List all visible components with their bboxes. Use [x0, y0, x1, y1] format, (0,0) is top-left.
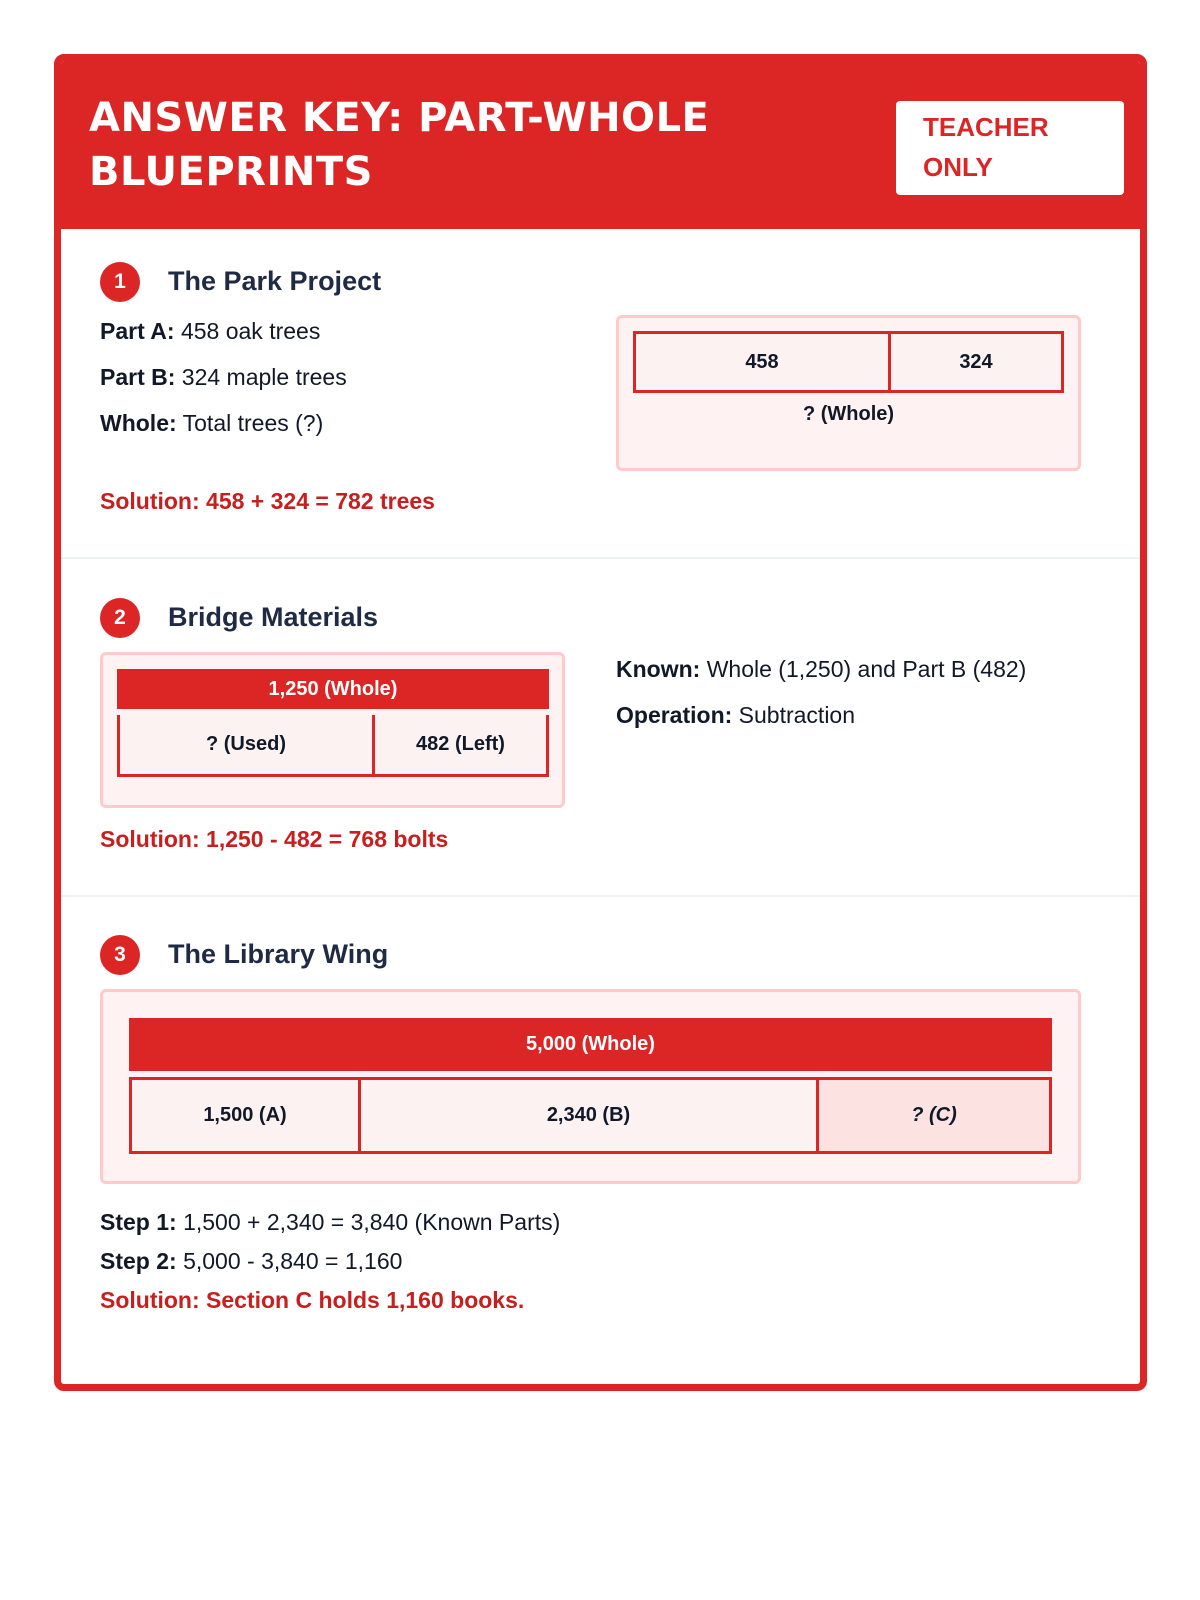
problem-number-badge: 3: [100, 935, 140, 975]
line-text: Whole (1,250) and Part B (482): [700, 656, 1027, 682]
operation-line: [616, 699, 855, 731]
problem-title: The Park Project: [168, 266, 382, 296]
line-label: Known:: [616, 656, 701, 682]
bar-part-c-unknown: ? (C): [816, 1077, 1052, 1154]
known-line: [616, 653, 1026, 685]
part-a-line: [100, 315, 320, 347]
step-1-line: [100, 1206, 560, 1238]
title-line-1: ANSWER KEY: PART-WHOLE: [89, 95, 710, 141]
step-2-line: [100, 1245, 402, 1277]
part-b-line: [100, 361, 347, 393]
solution-text: Solution: 458 + 324 = 782 trees: [100, 488, 435, 514]
problem-1-section: [61, 229, 1140, 557]
line-label: Step 2:: [100, 1248, 177, 1274]
bar-model-panel: [100, 652, 565, 808]
line-label: Part A:: [100, 318, 175, 344]
teacher-only-badge: [896, 101, 1124, 195]
line-text: 458 oak trees: [174, 318, 321, 344]
bar-part-a: 458: [633, 331, 891, 393]
bar-part-left: 482 (Left): [372, 715, 549, 777]
bar-part-used: ? (Used): [117, 715, 375, 777]
header-banner: [61, 61, 1140, 229]
bar-model-panel: [616, 315, 1081, 471]
bar-part-b: 2,340 (B): [358, 1077, 819, 1154]
problem-3-section: [61, 897, 1140, 1377]
title-line-2: BLUEPRINTS: [89, 149, 373, 195]
problem-title: Bridge Materials: [168, 602, 379, 632]
line-text: Subtraction: [732, 702, 856, 728]
problem-number-badge: 2: [100, 598, 140, 638]
badge-line-1: TEACHER: [923, 112, 1049, 142]
answer-key-card: [54, 54, 1147, 1391]
line-text: 324 maple trees: [175, 364, 347, 390]
problem-number-badge: 1: [100, 262, 140, 302]
line-text: 1,500 + 2,340 = 3,840 (Known Parts): [176, 1209, 561, 1235]
bar-whole: 1,250 (Whole): [117, 669, 549, 709]
line-text: Total trees (?): [176, 410, 324, 436]
line-text: 5,000 - 3,840 = 1,160: [176, 1248, 403, 1274]
page-title: [89, 91, 789, 199]
line-label: Part B:: [100, 364, 176, 390]
bar-part-b: 324: [888, 331, 1064, 393]
problem-title: The Library Wing: [168, 939, 389, 969]
solution-text: Solution: 1,250 - 482 = 768 bolts: [100, 826, 449, 852]
whole-line: [100, 407, 323, 439]
bar-model-panel: [100, 989, 1081, 1184]
line-label: Whole:: [100, 410, 177, 436]
line-label: Step 1:: [100, 1209, 177, 1235]
line-label: Operation:: [616, 702, 733, 728]
bar-whole: 5,000 (Whole): [129, 1018, 1052, 1071]
badge-line-2: ONLY: [923, 152, 993, 182]
problem-2-section: [61, 559, 1140, 895]
bar-part-a: 1,500 (A): [129, 1077, 361, 1154]
solution-text: Solution: Section C holds 1,160 books.: [100, 1287, 525, 1313]
whole-label: ? (Whole): [802, 403, 895, 425]
